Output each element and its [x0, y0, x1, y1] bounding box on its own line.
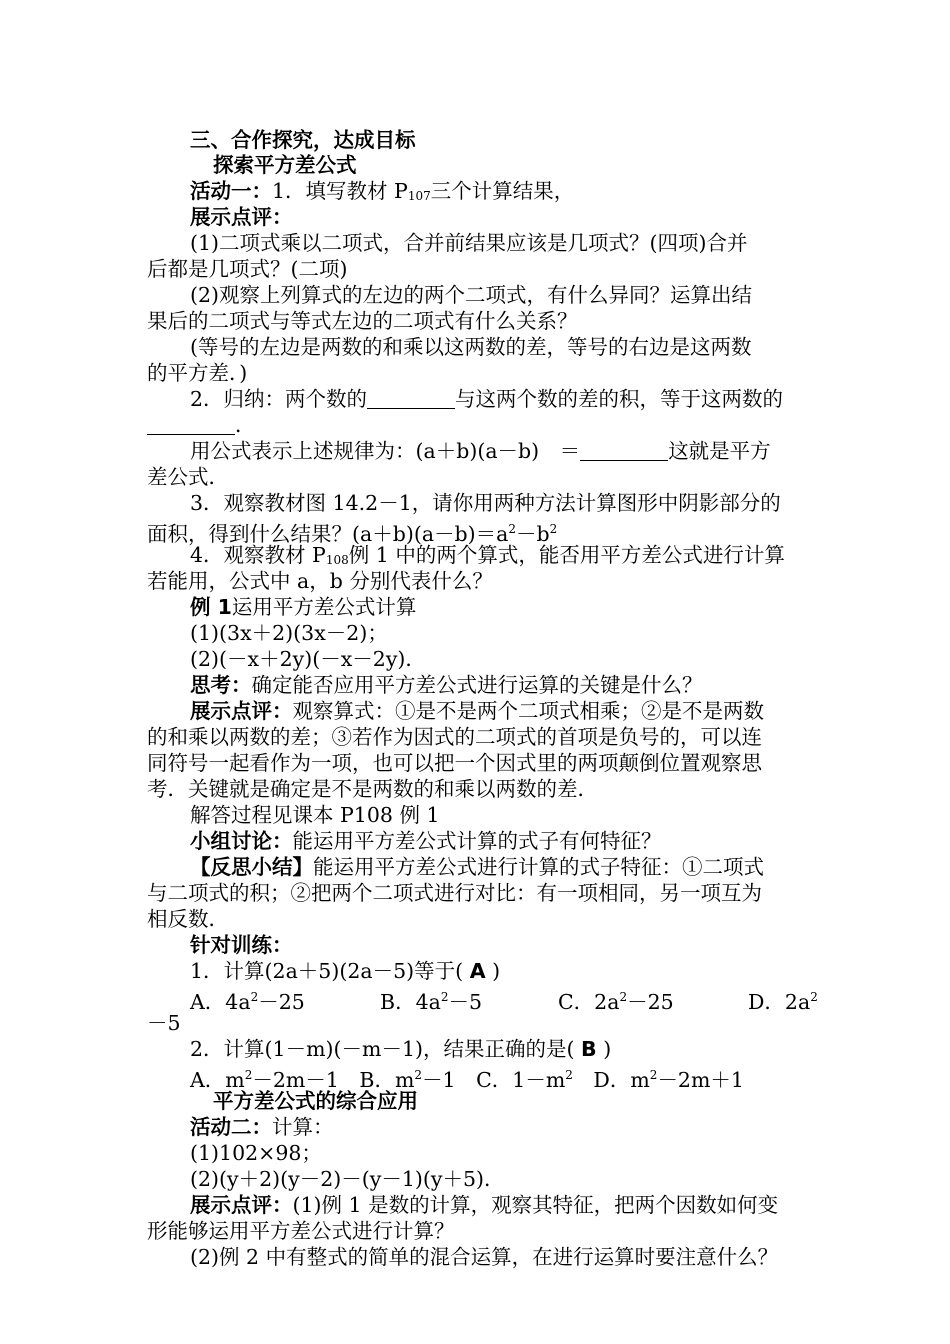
training-label-text: 针对训练： [190, 933, 293, 957]
fill-blank[interactable] [367, 390, 455, 409]
formula-text-l2: 差公式． [147, 465, 229, 489]
summary-line-2 [147, 412, 827, 438]
t2-options-c: －1 C．1－m [422, 1068, 566, 1092]
activity-two-part-2 [190, 1166, 870, 1192]
subheading-apply-text: 平方差公式的综合应用 [213, 1089, 418, 1113]
reflect-line-2 [147, 880, 827, 906]
observe-4-line-2 [147, 568, 827, 594]
review3-line1: (1)例 1 是数的计算，观察其特征，把两个因数如何变 [292, 1193, 779, 1217]
activity-two-text: 计算： [272, 1115, 334, 1139]
question-2-line-2 [147, 308, 827, 334]
q2-answer-line1: (等号的左边是两数的和乘以这两数的差，等号的右边是这两数 [190, 335, 752, 359]
example-1-part-2 [190, 646, 870, 672]
review-2-line-1 [190, 698, 870, 724]
observe-3-line-1 [190, 490, 870, 516]
t1-option-b-end: －5 [448, 990, 483, 1014]
activity-one-text: 1．填写教材 P [272, 179, 408, 203]
t1-option-d-text: D．2a [748, 990, 811, 1014]
reflect-label: 【反思小结】 [190, 855, 313, 879]
t2-options-a: A．m [190, 1068, 245, 1092]
reflect-line-3 [147, 906, 827, 932]
superscript: 2 [649, 1068, 658, 1082]
activity-two-part-1 [190, 1140, 870, 1166]
review2-label: 展示点评： [190, 699, 293, 723]
t2-options-e: －2m＋1 [657, 1068, 744, 1092]
question-1-line-2 [147, 256, 827, 282]
t2-question-b: ) [603, 1037, 612, 1061]
summary-text-c: ． [235, 413, 256, 437]
example-1-title [190, 594, 870, 620]
observe3-line2b: －b [516, 522, 550, 546]
think-line [190, 672, 870, 698]
review2-line3: 同符号一起看作为一项，也可以把一个因式里的两项颠倒位置观察思 [147, 751, 762, 775]
superscript: 2 [414, 1068, 423, 1082]
review2-line2: 的和乘以两数的差；③若作为因式的二项式的首项是负号的，可以连 [147, 725, 762, 749]
superscript: 2 [440, 990, 449, 1004]
activity-two [190, 1114, 870, 1140]
example-1-part-1 [190, 620, 870, 646]
t1-option-c-end: －25 [627, 990, 674, 1014]
t1-answer: A [469, 959, 486, 983]
review3-label: 展示点评： [190, 1193, 293, 1217]
t2-options-b: －2m－1 B．m [252, 1068, 415, 1092]
summary-line-1 [190, 386, 870, 412]
q2-answer-line2: 的平方差．) [147, 361, 248, 385]
formula-text-a: 用公式表示上述规律为：(a＋b)(a－b) ＝ [190, 439, 581, 463]
question-1-line-1 [190, 230, 870, 256]
example-1-label: 例 1 [190, 595, 232, 619]
observe4-line1b: 例 1 中的两个算式，能否用平方差公式进行计算 [348, 543, 785, 567]
example-1-text: 运用平方差公式计算 [231, 595, 417, 619]
example-1-part2-text: (2)(－x＋2y)(－x－2y)． [190, 647, 426, 671]
q2-line2: 果后的二项式与等式左边的二项式有什么关系？ [147, 309, 578, 333]
q1-line1: (1)二项式乘以二项式，合并前结果应该是几项式？(四项)合并 [190, 231, 748, 255]
superscript: 2 [810, 990, 818, 1004]
question-2-answer-line-1 [190, 334, 870, 360]
activity-one-label: 活动一： [190, 179, 272, 203]
review-3-line-2 [147, 1218, 827, 1244]
review-3-line-1 [190, 1192, 870, 1218]
review3-line2: 形能够运用平方差公式进行计算？ [147, 1219, 455, 1243]
t1-option-b-text: B．4a [380, 990, 441, 1014]
review2-line4: 考．关键就是确定是不是两数的和乘以两数的差． [147, 777, 598, 801]
section-heading-text: 三、合作探究，达成目标 [190, 128, 416, 152]
review2-line1: 观察算式：①是不是两个二项式相乘；②是不是两数 [292, 699, 764, 723]
group-discussion-text: 能运用平方差公式计算的式子有何特征？ [292, 829, 662, 853]
activity-two-part2-text: (2)(y＋2)(y－2)－(y－1)(y＋5)． [190, 1167, 505, 1191]
subscript: 108 [325, 553, 349, 567]
superscript: 2 [619, 990, 628, 1004]
t2-options-d: D．m [572, 1068, 650, 1092]
q2-line1: (2)观察上列算式的左边的两个二项式，有什么异同？运算出结 [190, 283, 753, 307]
activity-two-part1-text: (1)102×98； [190, 1141, 322, 1165]
observe3-line2a: 面积，得到什么结果？(a＋b)(a－b)＝a [147, 522, 509, 546]
section-heading [190, 127, 870, 153]
observe4-line1: 4．观察教材 P [190, 543, 326, 567]
show-review-text: 展示点评： [190, 205, 293, 229]
solution-reference [190, 802, 870, 828]
subscript: 107 [407, 189, 431, 203]
t1-option-d-end: －5 [147, 1011, 181, 1035]
group-discussion-label: 小组讨论： [190, 829, 293, 853]
training-label [190, 932, 870, 958]
summary-text-b: 与这两个数的差的积，等于这两数的 [455, 387, 784, 411]
q1-line2: 后都是几项式？(二项) [147, 257, 348, 281]
t2-answer: B [581, 1037, 597, 1061]
superscript: 2 [250, 990, 259, 1004]
training-2-question [190, 1036, 870, 1062]
summary-text-a: 2．归纳：两个数的 [190, 387, 368, 411]
superscript: 2 [565, 1068, 573, 1082]
training-1-option-d-wrap [147, 1010, 827, 1036]
question-2-line-1 [190, 282, 870, 308]
subheading-explore-text: 探索平方差公式 [213, 153, 357, 177]
formula-line-1 [190, 438, 870, 464]
activity-one-text-end: 三个计算结果， [430, 179, 575, 203]
superscript: 2 [508, 522, 517, 536]
superscript: 2 [244, 1068, 253, 1082]
superscript: 2 [549, 522, 558, 536]
question-2-answer-line-2 [147, 360, 827, 386]
review-2-line-4 [147, 776, 827, 802]
subheading-explore [213, 152, 893, 178]
reflect-line3: 相反数． [147, 907, 229, 931]
reflect-line1: 能运用平方差公式进行计算的式子特征：①二项式 [313, 855, 764, 879]
activity-two-label: 活动二： [190, 1115, 272, 1139]
observe4-line2: 若能用，公式中 a，b 分别代表什么？ [147, 569, 493, 593]
fill-blank[interactable] [580, 442, 668, 461]
fill-blank[interactable] [147, 416, 235, 435]
training-1-question [190, 958, 870, 984]
review-3-line-3 [190, 1244, 870, 1270]
review-2-line-3 [147, 750, 827, 776]
example-1-part1-text: (1)(3x＋2)(3x－2)； [190, 621, 388, 645]
group-discussion [190, 828, 870, 854]
think-text: 确定能否应用平方差公式进行运算的关键是什么？ [251, 673, 703, 697]
t1-question-a: 1．计算(2a＋5)(2a－5)等于( [190, 959, 464, 983]
subheading-apply [213, 1088, 893, 1114]
review-2-line-2 [147, 724, 827, 750]
t1-option-a-text: A．4a [190, 990, 251, 1014]
t2-question-a: 2．计算(1－m)(－m－1)，结果正确的是( [190, 1037, 575, 1061]
reflect-line-1 [190, 854, 870, 880]
observe3-line1: 3．观察教材图 14.2－1，请你用两种方法计算图形中阴影部分的 [190, 491, 781, 515]
formula-line-2 [147, 464, 827, 490]
review3-line3: (2)例 2 中有整式的简单的混合运算，在进行运算时要注意什么？ [190, 1245, 779, 1269]
t1-option-a-end: －25 [258, 990, 305, 1014]
solution-reference-text: 解答过程见课本 P108 例 1 [190, 803, 440, 827]
reflect-line2: 与二项式的积；②把两个二项式进行对比：有一项相同，另一项互为 [147, 881, 762, 905]
show-review-label [190, 204, 870, 230]
think-label: 思考： [190, 673, 252, 697]
formula-text-b: 这就是平方 [668, 439, 771, 463]
t1-question-b: ) [492, 959, 501, 983]
t1-option-c-text: C．2a [558, 990, 620, 1014]
